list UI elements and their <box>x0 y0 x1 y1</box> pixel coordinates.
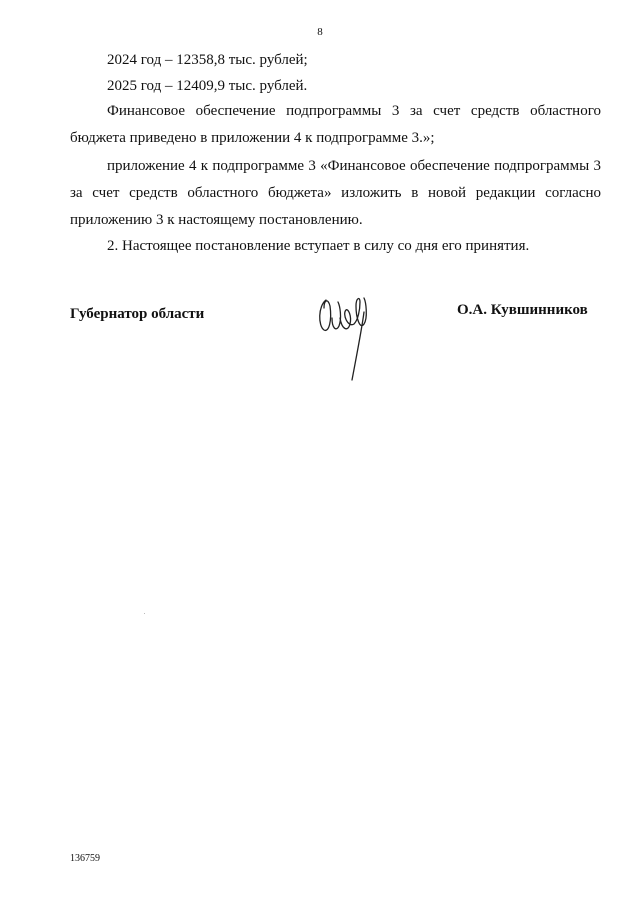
page-number: 8 <box>317 26 323 38</box>
paragraph-financing: Финансовое обеспечение подпрограммы 3 за счет средств областного бюджета приведено в приложении 4 к подпрограмме 3.»; <box>70 103 601 146</box>
handwritten-signature <box>312 288 382 383</box>
paragraph-appendix: приложение 4 к подпрограмме 3 «Финансовое обеспечение подпрограммы 3 за счет средств областного бюджета» изложить в новой редакции согласно приложению 3 к настоящему постановлению. <box>70 158 601 228</box>
budget-line-2024: 2024 год – 12358,8 тыс. рублей; <box>107 52 308 68</box>
scan-speck <box>144 613 145 614</box>
paragraph-effective: 2. Настоящее постановление вступает в силу со дня его принятия. <box>107 238 530 254</box>
document-code: 136759 <box>70 853 100 864</box>
budget-line-2025: 2025 год – 12409,9 тыс. рублей. <box>107 78 308 94</box>
signatory-name: О.А. Кувшинников <box>457 302 588 318</box>
signatory-title: Губернатор области <box>70 306 205 322</box>
